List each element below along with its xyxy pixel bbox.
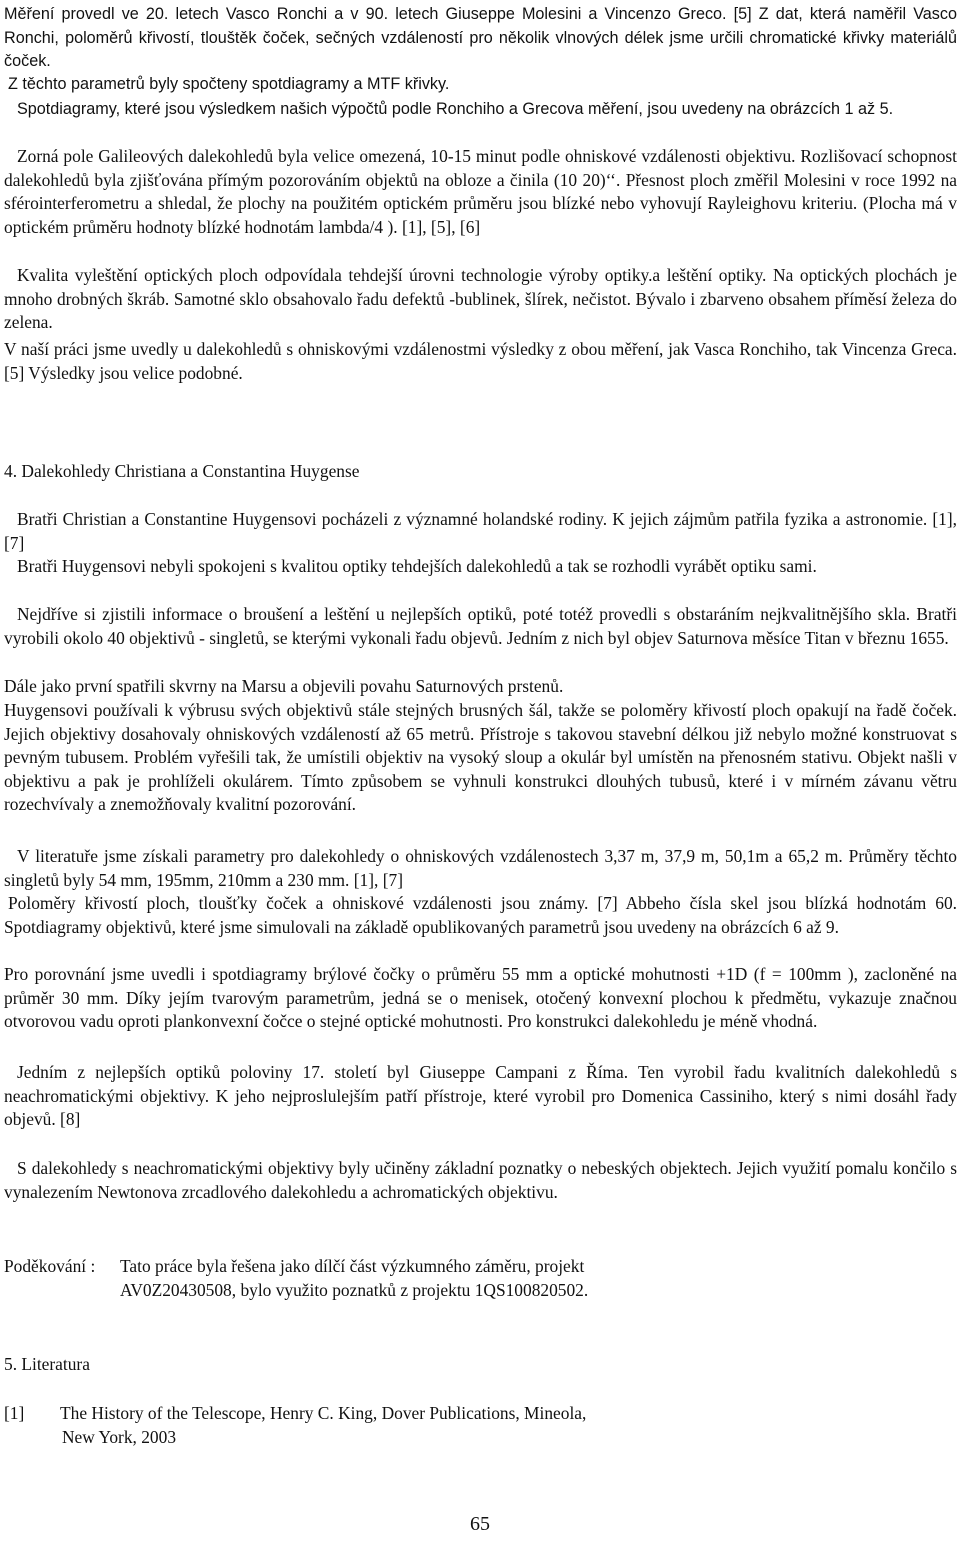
- paragraph-spotdiagram-params: Z těchto parametrů byly spočteny spotdiagramy a MTF křivky.: [8, 75, 450, 93]
- paragraph-polish-quality: Kvalita vyleštění optických ploch odpovídala tehdejší úrovni technologie výroby optiky.a leštění optiky. Na optických plochách je mnoho drobných škráb. Samotné sklo obsahovalo řadu defektů -bublinek, šlírek, nečistot. Bývalo i zbarveno obsahem příměsí železa do zelena.: [4, 265, 957, 333]
- paragraph-curvature-radii: Poloměry křivostí ploch, tloušťky čoček a ohniskové vzdálenosti jsou známy. [7] Abbeho čísla skel jsou blízká hodnotám 60. Spotdiagramy objektivů, které jsme simulovali na základě opublikovaných parametrů jsou uvedeny na obrázcích 6 až 9.: [4, 893, 957, 937]
- acknowledgement-label: Poděkování :: [4, 1256, 96, 1276]
- page-number: 65: [470, 1513, 490, 1535]
- reference-number: [1]: [4, 1403, 25, 1423]
- paragraph-aerial-telescope: Huygensovi používali k výbrusu svých objektivů stále stejných brusných šál, takže se poloměry křivostí ploch opakují na řadě čoček. Jejich objektivy dosahovaly ohniskových vzdáleností až 65 metrů. Přístroje s takovou stavební délkou již nebylo možné konstruovat s pevným tubusem. Problém vyřešili tak, že umístili objektiv na vysoký sloup a okulár byl umístěn na přenosném stativu. Objekt našli v objektivu a pak je prohlíželi okulárem. Tímto způsobem se vyhnuli konstrukci dlouhých tubusů, které i v mírném závanu větru rozechvívaly a znemožňovaly kvalitní pozorování.: [4, 700, 957, 815]
- paragraph-galilean-field: Zorná pole Galileových dalekohledů byla velice omezená, 10-15 minut podle ohniskové vzdálenosti objektivu. Rozlišovací schopnost dalekohledů byla zjišťována přímým pozorováním objektů na obloze a činila (10 20)‘‘. Přesnost ploch změřil Molesini v roce 1992 na sférointerferometru a shledal, že plochy na použitém optickém průměru jsou blízké nebo vyhovují Rayleighovu kriteriu. (Plocha má v optickém průměru hodnoty blízké hodnotám lambda/4 ). [1], [5], [6]: [4, 146, 957, 237]
- paragraph-huygens-brothers: Bratři Christian a Constantine Huygensovi pocházeli z významné holandské rodiny. K jejich zájmům patřila fyzika a astronomie. [1], [7]: [4, 509, 957, 553]
- paragraph-spotdiagram-results: Spotdiagramy, které jsou výsledkem našich výpočtů podle Ronchiho a Grecova měření, jsou uvedeny na obrázcích 1 až 5.: [17, 100, 894, 118]
- paragraph-measurements-intro: Měření provedl ve 20. letech Vasco Ronchi a v 90. letech Giuseppe Molesini a Vincenzo Greco. [5] Z dat, která naměřil Vasco Ronchi, poloměrů křivostí, tlouštěk čoček, sečných vzdáleností pro několik vlnových délek jsme určili chromatické křivky materiálů čoček.: [4, 5, 957, 71]
- paragraph-grinding-info: Nejdříve si zjistili informace o broušení a leštění u nejlepších optiků, poté totéž provedli s obstaráním nejkvalitnějšího skla. Bratři vyrobili okolo 40 objektivů - singletů, se kterými vykonali řadu objevů. Jedním z nich byl objev Saturnova měsíce Titan v březnu 1655.: [4, 604, 957, 648]
- paragraph-campani: Jedním z nejlepších optiků poloviny 17. století byl Giuseppe Campani z Říma. Ten vyrobil řadu kvalitních dalekohledů s neachromatickými objektivy. K jeho nejproslulejším patří přístroje, které vyrobil pro Domenica Cassiniho, který s nimi dosáhl řady objevů. [8]: [4, 1062, 957, 1130]
- paragraph-nonachromatic: S dalekohledy s neachromatickými objektivy byly učiněny základní poznatky o nebeských objektech. Jejich využití pomalu končilo s vynalezením Newtonova zrcadlového dalekohledu a achromatických objektivu.: [4, 1158, 957, 1202]
- acknowledgement-line-2: AV0Z20430508, bylo využito poznatků z projektu 1QS100820502.: [120, 1279, 589, 1300]
- paragraph-our-work: V naší práci jsme uvedly u dalekohledů s ohniskovými vzdálenostmi výsledky z obou měření, jak Vasca Ronchiho, tak Vincenza Greca. [5] Výsledky jsou velice podobné.: [4, 339, 957, 383]
- reference-line-1: The History of the Telescope, Henry C. King, Dover Publications, Mineola,: [60, 1403, 587, 1423]
- paragraph-huygens-optics: Bratři Huygensovi nebyli spokojeni s kvalitou optiky tehdejších dalekohledů a tak se rozhodli vyrábět optiku sami.: [17, 556, 817, 576]
- section-5-heading: 5. Literatura: [4, 1354, 90, 1374]
- paragraph-spectacle-lens: Pro porovnání jsme uvedli i spotdiagramy brýlové čočky o průměru 55 mm a optické mohutnosti +1D (f = 100mm ), zacloněné na průměr 30 mm. Díky jejím tvarovým parametrům, jedná se o menisek, otočený konvexní plochou k předmětu, vykazuje značnou otvorovou vadu oproti plankonvexní čočce o stejné optické mohutnosti. Pro konstrukci dalekohledu je méně vhodná.: [4, 964, 957, 1032]
- acknowledgement-line-1: Tato práce byla řešena jako dílčí část výzkumného záměru, projekt: [120, 1256, 585, 1276]
- reference-entry: [60, 1402, 760, 1449]
- paragraph-mars-saturn: Dále jako první spatřili skvrny na Marsu a objevili povahu Saturnových prstenů.: [4, 676, 564, 696]
- paragraph-literature-params: V literatuře jsme získali parametry pro dalekohledy o ohniskových vzdálenostech 3,37 m, 37,9 m, 50,1m a 65,2 m. Průměry těchto singletů byly 54 mm, 195mm, 210mm a 230 mm. [1], [7]: [4, 846, 957, 890]
- section-4-heading: 4. Dalekohledy Christiana a Constantina Huygense: [4, 461, 360, 481]
- acknowledgement-text: [120, 1255, 700, 1302]
- reference-line-2: New York, 2003: [62, 1426, 177, 1447]
